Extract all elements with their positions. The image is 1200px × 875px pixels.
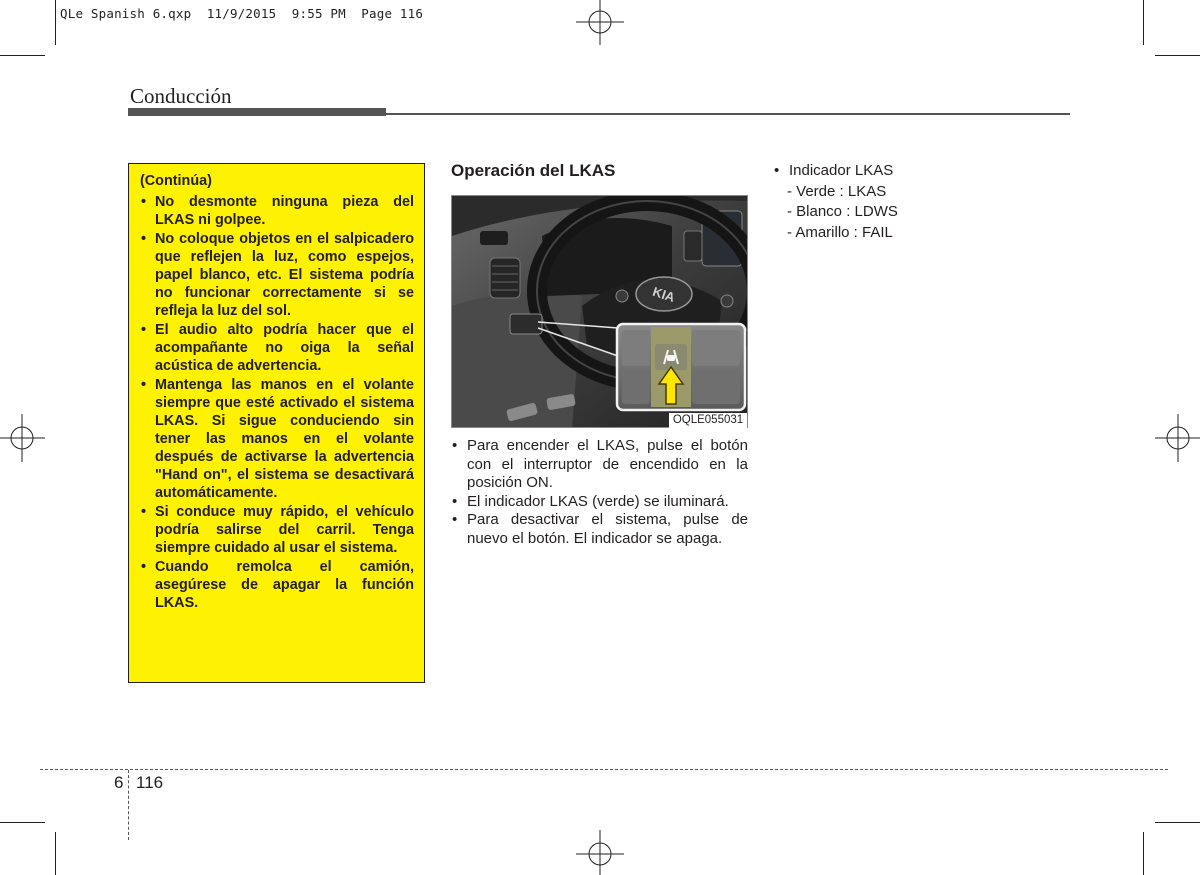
crop-mark: [1155, 55, 1200, 56]
indicator-block: [773, 161, 898, 243]
warning-box: [128, 163, 425, 683]
warning-heading: (Continúa): [140, 173, 212, 189]
registration-target-icon: [576, 830, 624, 875]
crop-mark: [1143, 832, 1144, 875]
crop-mark: [1143, 0, 1144, 45]
dashboard-photo: [451, 195, 748, 428]
dashboard-illustration: [452, 196, 748, 428]
header-rule-thin: [386, 113, 1070, 115]
operation-item: • Para desactivar el sistema, pulse de nuevo el botón. El indicador se apaga.: [451, 511, 748, 548]
crop-mark: [55, 832, 56, 875]
warning-list: [140, 193, 414, 612]
operation-title: Operación del LKAS: [451, 161, 616, 180]
registration-target-icon: [576, 0, 624, 45]
crop-mark: [1155, 822, 1200, 823]
crop-mark: [55, 0, 56, 45]
registration-target-icon: [0, 414, 45, 462]
warning-item: • No desmonte ninguna pieza del LKAS ni golpee.: [140, 193, 414, 229]
warning-item: • Mantenga las manos en el volante siempre que esté activado el sistema LKAS. Si sigue conduciendo sin tener las manos en el volante después de activarse la advertencia "Hand on", el sistema se desactivará automáticamente.: [140, 376, 414, 502]
crop-mark: [0, 55, 45, 56]
crop-mark: [0, 822, 45, 823]
footer-dashed-rule: [40, 769, 1168, 770]
indicator-state: - Verde : LKAS: [787, 182, 887, 200]
footer-dashed-divider: [128, 770, 129, 840]
image-code: OQLE055031: [669, 413, 747, 428]
indicator-state: - Amarillo : FAIL: [787, 223, 893, 241]
svg-text:KIA: KIA: [650, 283, 677, 306]
registration-target-icon: [1155, 414, 1200, 462]
indicator-heading: • Indicador LKAS: [773, 161, 898, 182]
header-rule-thick: [128, 108, 386, 116]
print-slug: QLe Spanish 6.qxp 11/9/2015 9:55 PM Page 116: [60, 6, 424, 21]
indicator-state: - Blanco : LDWS: [787, 203, 898, 220]
warning-item: • Cuando remolca el camión, asegúrese de apagar la función LKAS.: [140, 558, 414, 612]
footer-page-number: 116: [136, 773, 164, 792]
warning-item: • Si conduce muy rápido, el vehículo podría salirse del carril. Tenga siempre cuidado al usar el sistema.: [140, 503, 414, 557]
operation-item: • Para encender el LKAS, pulse el botón con el interruptor de encendido en la posición ON.: [451, 437, 748, 493]
warning-item: • El audio alto podría hacer que el acompañante no oiga la señal acústica de advertencia.: [140, 321, 414, 375]
operation-item: • El indicador LKAS (verde) se iluminará.: [451, 493, 748, 512]
section-title: Conducción: [130, 84, 232, 108]
footer-section-number: 6: [114, 773, 124, 792]
warning-item: • No coloque objetos en el salpicadero que reflejen la luz, como espejos, papel blanco, etc. El sistema podría no funcionar correctamente si se refleja la luz del sol.: [140, 230, 414, 320]
operation-list: [451, 437, 748, 548]
